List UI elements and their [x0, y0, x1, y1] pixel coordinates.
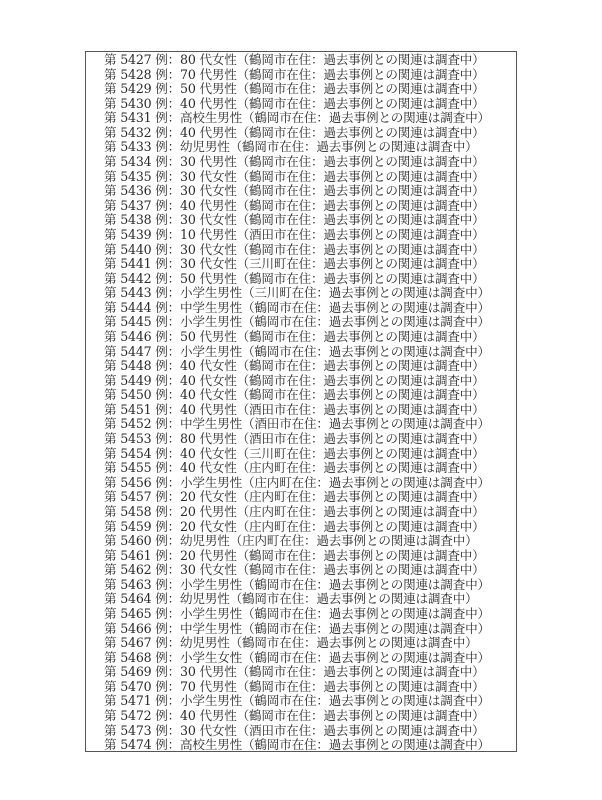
- case-entry: 第 5462 例：30 代女性（鶴岡市在住：過去事例との関連は調査中）: [104, 562, 485, 578]
- case-entry: 第 5446 例：50 代男性（鶴岡市在住：過去事例との関連は調査中）: [104, 328, 485, 344]
- case-entry: 第 5470 例：70 代男性（鶴岡市在住：過去事例との関連は調査中）: [104, 678, 485, 694]
- case-entry: 第 5460 例：幼児男性（庄内町在住：過去事例との関連は調査中）: [104, 533, 478, 549]
- case-entry: 第 5439 例：10 代男性（酒田市在住：過去事例との関連は調査中）: [104, 226, 485, 242]
- case-entry: 第 5453 例：80 代男性（酒田市在住：過去事例との関連は調査中）: [104, 431, 485, 447]
- case-entry: 第 5430 例：40 代男性（鶴岡市在住：過去事例との関連は調査中）: [104, 95, 485, 111]
- case-entry: 第 5452 例：中学生男性（酒田市在住：過去事例との関連は調査中）: [104, 416, 490, 432]
- case-entry: 第 5435 例：30 代女性（鶴岡市在住：過去事例との関連は調査中）: [104, 168, 485, 184]
- case-entry: 第 5433 例：幼児男性（鶴岡市在住：過去事例との関連は調査中）: [104, 139, 478, 155]
- case-entry: 第 5434 例：30 代男性（鶴岡市在住：過去事例との関連は調査中）: [104, 154, 485, 170]
- case-entry: 第 5437 例：40 代男性（鶴岡市在住：過去事例との関連は調査中）: [104, 197, 485, 213]
- case-entry: 第 5440 例：30 代女性（鶴岡市在住：過去事例との関連は調査中）: [104, 241, 485, 257]
- case-entry: 第 5457 例：20 代女性（庄内町在住：過去事例との関連は調査中）: [104, 489, 485, 505]
- case-entry: 第 5472 例：40 代男性（鶴岡市在住：過去事例との関連は調査中）: [104, 708, 485, 724]
- case-entry: 第 5467 例：幼児男性（鶴岡市在住：過去事例との関連は調査中）: [104, 635, 478, 651]
- case-entry: 第 5459 例：20 代女性（庄内町在住：過去事例との関連は調査中）: [104, 518, 485, 534]
- case-entry: 第 5458 例：20 代男性（庄内町在住：過去事例との関連は調査中）: [104, 503, 485, 519]
- case-entry: 第 5432 例：40 代男性（鶴岡市在住：過去事例との関連は調査中）: [104, 124, 485, 140]
- case-entry: 第 5449 例：40 代女性（鶴岡市在住：過去事例との関連は調査中）: [104, 372, 485, 388]
- case-entry: 第 5444 例：中学生男性（鶴岡市在住：過去事例との関連は調査中）: [104, 299, 490, 315]
- case-entry: 第 5443 例：小学生男性（三川町在住：過去事例との関連は調査中）: [104, 285, 490, 301]
- case-entry: 第 5436 例：30 代女性（鶴岡市在住：過去事例との関連は調査中）: [104, 183, 485, 199]
- case-entry: 第 5429 例：50 代男性（鶴岡市在住：過去事例との関連は調査中）: [104, 81, 485, 97]
- case-entry: 第 5428 例：70 代男性（鶴岡市在住：過去事例との関連は調査中）: [104, 66, 485, 82]
- case-entry: 第 5447 例：小学生男性（鶴岡市在住：過去事例との関連は調査中）: [104, 343, 490, 359]
- case-entry: 第 5455 例：40 代女性（庄内町在住：過去事例との関連は調査中）: [104, 460, 485, 476]
- case-entry: 第 5469 例：30 代男性（鶴岡市在住：過去事例との関連は調査中）: [104, 664, 485, 680]
- case-entry: 第 5466 例：中学生男性（鶴岡市在住：過去事例との関連は調査中）: [104, 620, 490, 636]
- case-entry: 第 5441 例：30 代女性（三川町在住：過去事例との関連は調査中）: [104, 256, 485, 272]
- case-entry: 第 5438 例：30 代女性（鶴岡市在住：過去事例との関連は調査中）: [104, 212, 485, 228]
- case-entry: 第 5463 例：小学生男性（鶴岡市在住：過去事例との関連は調査中）: [104, 576, 490, 592]
- case-entry: 第 5474 例：高校生男性（鶴岡市在住：過去事例との関連は調査中）: [104, 737, 490, 753]
- case-entry: 第 5461 例：20 代男性（鶴岡市在住：過去事例との関連は調査中）: [104, 547, 485, 563]
- case-entry: 第 5450 例：40 代女性（鶴岡市在住：過去事例との関連は調査中）: [104, 387, 485, 403]
- case-entry: 第 5468 例：小学生女性（鶴岡市在住：過去事例との関連は調査中）: [104, 649, 490, 665]
- case-entry: 第 5464 例：幼児男性（鶴岡市在住：過去事例との関連は調査中）: [104, 591, 478, 607]
- case-entry: 第 5456 例：小学生男性（庄内町在住：過去事例との関連は調査中）: [104, 474, 490, 490]
- case-entry: 第 5431 例：高校生男性（鶴岡市在住：過去事例との関連は調査中）: [104, 110, 490, 126]
- case-list: [104, 53, 516, 753]
- case-entry: 第 5454 例：40 代女性（三川町在住：過去事例との関連は調査中）: [104, 445, 485, 461]
- case-entry: 第 5473 例：30 代女性（酒田市在住：過去事例との関連は調査中）: [104, 722, 485, 738]
- case-entry: 第 5451 例：40 代男性（酒田市在住：過去事例との関連は調査中）: [104, 401, 485, 417]
- case-entry: 第 5445 例：小学生男性（鶴岡市在住：過去事例との関連は調査中）: [104, 314, 490, 330]
- case-entry: 第 5465 例：小学生男性（鶴岡市在住：過去事例との関連は調査中）: [104, 605, 490, 621]
- case-entry: 第 5427 例：80 代女性（鶴岡市在住：過去事例との関連は調査中）: [104, 52, 485, 67]
- case-list-box: [85, 51, 517, 752]
- case-entry: 第 5448 例：40 代女性（鶴岡市在住：過去事例との関連は調査中）: [104, 358, 485, 374]
- case-entry: 第 5442 例：50 代男性（鶴岡市在住：過去事例との関連は調査中）: [104, 270, 485, 286]
- case-entry: 第 5471 例：小学生男性（鶴岡市在住：過去事例との関連は調査中）: [104, 693, 490, 709]
